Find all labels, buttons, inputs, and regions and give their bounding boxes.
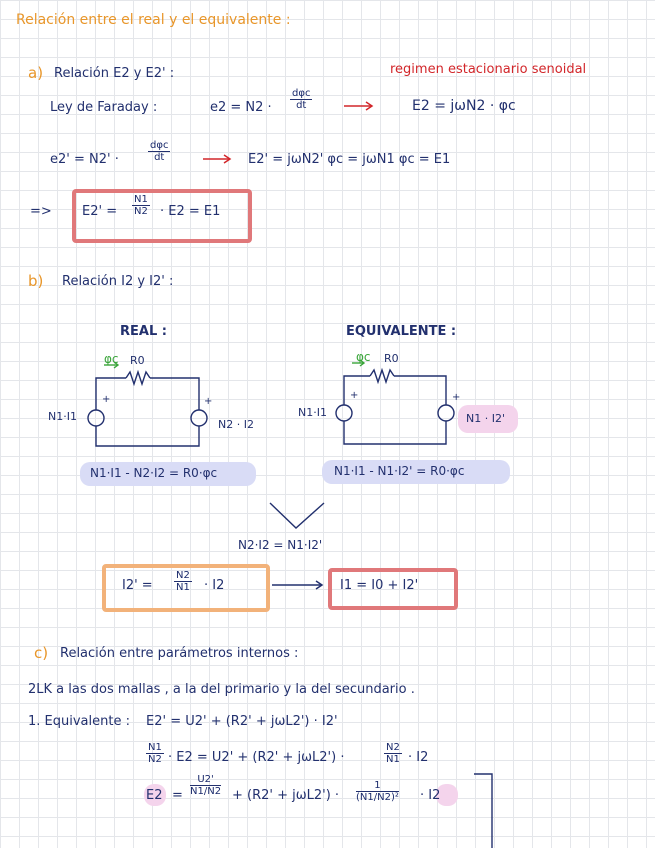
equiv-left-source: N1·I1 — [298, 406, 327, 419]
real-r0-label: R0 — [130, 354, 145, 367]
equiv-r0-label: R0 — [384, 352, 399, 365]
real-plus-right: + — [204, 396, 213, 407]
c-line2-end: · I2 — [408, 750, 429, 765]
eq2-rhs: E2' = jωN2' φc = jωN1 φc = E1 — [248, 152, 451, 167]
equivalent-circuit — [336, 360, 454, 444]
section-b-heading: Relación I2 y I2' : — [62, 274, 174, 289]
eq1-fraction — [290, 88, 312, 111]
c-line3-equals: = — [172, 788, 183, 803]
final-current-result: I1 = I0 + I2' — [340, 578, 419, 593]
faraday-label: Ley de Faraday : — [50, 100, 158, 115]
result-a-fraction — [132, 194, 150, 217]
result-b-rhs: · I2 — [204, 578, 225, 593]
result-b-lhs: I2' = — [122, 578, 153, 593]
equiv-flux-label: φc — [356, 350, 371, 364]
c-line3-end: · I2 — [420, 788, 441, 803]
section-c-marker: c) — [34, 644, 49, 662]
page-title: Relación entre el real y el equivalente : — [16, 12, 291, 28]
frac-numerator: dφc — [292, 88, 311, 99]
frac-numerator: N1 — [148, 742, 162, 753]
c-line2-mid: · E2 = U2' + (R2' + jωL2') · — [168, 750, 345, 765]
regime-note: regimen estacionario senoidal — [390, 62, 587, 77]
equiv-plus-right: + — [452, 392, 461, 403]
frac-numerator: N2 — [176, 570, 190, 581]
eq2-lhs: e2' = N2' · — [50, 152, 119, 167]
eq1-rhs: E2 = jωN2 · φc — [412, 98, 516, 114]
bracket-line — [474, 774, 492, 848]
c-line1: E2' = U2' + (R2' + jωL2') · I2' — [146, 714, 338, 729]
equiv-title: EQUIVALENTE : — [346, 324, 457, 339]
kirchhoff-line: 2LK a las dos mallas , a la del primario y la del secundario . — [28, 682, 415, 697]
real-equation: N1·I1 - N2·I2 = R0·φc — [90, 466, 218, 480]
section-b-marker: b) — [28, 272, 44, 290]
result-a-lhs: E2' = — [82, 204, 118, 219]
step-label: 1. Equivalente : — [28, 714, 130, 729]
frac-denominator: N1 — [386, 754, 400, 765]
real-plus-left: + — [102, 394, 111, 405]
equiv-equation: N1·I1 - N1·I2' = R0·φc — [334, 464, 465, 478]
frac-denominator: dt — [296, 100, 307, 111]
c-line2-fraction2 — [384, 742, 402, 765]
c-line3-lhs: E2 — [146, 788, 163, 803]
result-a-rhs: · E2 = E1 — [160, 204, 221, 219]
c-line3-fraction — [190, 774, 221, 797]
real-right-source: N2 · I2 — [218, 418, 254, 431]
section-a-heading: Relación E2 y E2' : — [54, 66, 175, 81]
section-c-heading: Relación entre parámetros internos : — [60, 646, 299, 661]
eq2-fraction — [148, 140, 170, 163]
c-line3-fraction2 — [356, 780, 399, 803]
real-title: REAL : — [120, 324, 167, 339]
equiv-right-source: N1 · I2' — [466, 412, 505, 425]
frac-numerator: N1 — [134, 194, 148, 205]
frac-denominator: N2 — [148, 754, 162, 765]
section-a-marker: a) — [28, 64, 44, 82]
frac-numerator: U2' — [190, 774, 221, 786]
eq1-lhs: e2 = N2 · — [210, 100, 272, 115]
arrow-icon — [203, 155, 230, 163]
equiv-plus-left: + — [350, 390, 359, 401]
frac-denominator: N1 — [176, 582, 190, 593]
frac-denominator: N1/N2 — [190, 786, 222, 797]
c-line3-mid: + (R2' + jωL2') · — [232, 788, 340, 803]
c-line2-fraction — [146, 742, 164, 765]
frac-numerator: 1 — [356, 780, 399, 792]
arrow-icon — [272, 581, 322, 589]
real-left-source: N1·I1 — [48, 410, 77, 423]
implies-arrow: => — [30, 204, 52, 219]
frac-numerator: dφc — [150, 140, 169, 151]
arrow-icon — [344, 102, 372, 110]
combined-equation: N2·I2 = N1·I2' — [238, 538, 323, 552]
frac-denominator: N2 — [134, 206, 148, 217]
merge-lines — [270, 503, 324, 528]
result-b-fraction — [174, 570, 192, 593]
frac-denominator: (N1/N2)² — [356, 792, 399, 803]
frac-numerator: N2 — [386, 742, 400, 753]
frac-denominator: dt — [154, 152, 165, 163]
real-flux-label: φc — [104, 352, 119, 366]
